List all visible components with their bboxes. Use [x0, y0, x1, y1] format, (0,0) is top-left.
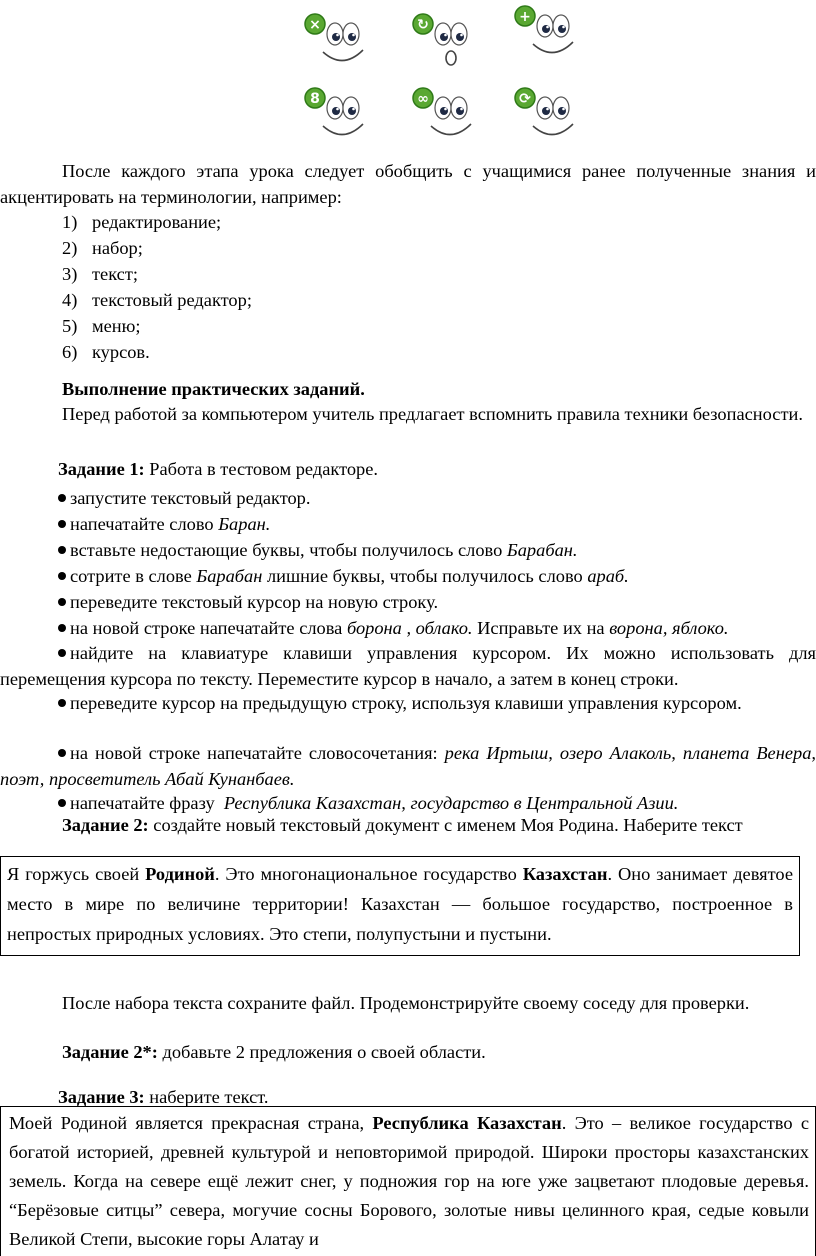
task2-text: создайте новый текстовый документ с именем Моя Родина. Наберите текст: [148, 815, 743, 835]
box-bold: Республика Казахстан: [372, 1113, 562, 1133]
bullet-icon: [58, 494, 66, 502]
box-bold: Родиной: [145, 864, 215, 884]
bullet-icon: [58, 799, 66, 807]
task1-text: Работа в тестовом редакторе.: [144, 459, 379, 479]
eight-icon: [305, 88, 363, 135]
bullet-italic: Баран.: [218, 514, 271, 534]
list-number: 1): [62, 212, 78, 232]
task2-after-text: После набора текста сохраните файл. Продемонстрируйте своему соседу для проверки.: [62, 993, 750, 1013]
svg-text:∞: ∞: [417, 91, 429, 107]
bullet-italic: ворона, яблоко.: [609, 618, 729, 638]
list-text: текст;: [92, 264, 138, 284]
task2-label: Задание 2:: [62, 815, 149, 835]
task2s-label: Задание 2*:: [62, 1042, 158, 1062]
bullet-item: [0, 589, 816, 615]
box-text: . Оно занимает девятое место в мире по величине территории! Казахстан — большое государство, построенное в непростых природных условиях. Это степи, полупустыни и пустыни.: [7, 864, 793, 944]
refresh-icon: [413, 14, 467, 65]
box-text: Я горжусь своей: [7, 864, 146, 884]
box-text: Моей Родиной является прекрасная страна,: [9, 1113, 373, 1133]
bullet-text: переведите курсор на предыдущую строку, используя клавиши управления курсором.: [70, 693, 742, 713]
bullet-icon: [58, 572, 66, 580]
bullet-icon: [58, 699, 66, 707]
multiply-icon: [305, 14, 363, 61]
bullet-italic: Барабан.: [506, 540, 578, 560]
bullet-item: [0, 640, 816, 692]
task1-heading: [0, 456, 816, 482]
list-number: 4): [62, 290, 78, 310]
bullet-icon: [58, 624, 66, 632]
bullet-item: [0, 511, 816, 537]
task1-label: Задание 1:: [58, 459, 145, 479]
task2-after-paragraph: [0, 990, 816, 1016]
bullet-text: напечатайте фразу: [70, 793, 224, 813]
bullet-item: [0, 485, 816, 511]
bullet-icon: [58, 520, 66, 528]
list-number: 5): [62, 316, 78, 336]
smiley-faces-illustration: [295, 0, 585, 152]
list-text: редактирование;: [92, 212, 222, 232]
task3-label: Задание 3:: [58, 1087, 145, 1107]
bullet-italic: Барабан: [196, 566, 263, 586]
task2-heading: [0, 812, 816, 838]
svg-text:⟳: ⟳: [519, 91, 531, 107]
list-text: набор;: [92, 238, 143, 258]
bullet-icon: [58, 546, 66, 554]
svg-text:↻: ↻: [417, 17, 429, 33]
bullet-text: запустите текстовый редактор.: [70, 488, 311, 508]
list-number: 2): [62, 238, 78, 258]
bullet-icon: [58, 598, 66, 606]
svg-text:+: +: [519, 9, 531, 25]
bullet-item: [0, 537, 816, 563]
infinity-icon: [413, 88, 471, 135]
task2-text-box: [0, 856, 800, 956]
task2s-heading: [0, 1039, 816, 1065]
practice-heading-text: Выполнение практических заданий.: [62, 379, 365, 399]
bullet-item: [0, 740, 816, 792]
task3-text: наберите текст.: [144, 1087, 269, 1107]
bullet-icon: [58, 749, 66, 757]
bullet-text: на новой строке напечатайте словосочетания:: [70, 743, 445, 763]
bullet-text: лишние буквы, чтобы получилось слово: [262, 566, 588, 586]
svg-text:8: 8: [310, 91, 320, 107]
task2s-text: добавьте 2 предложения о своей области.: [157, 1042, 486, 1062]
bullet-item: [0, 690, 816, 716]
plus-icon: [515, 6, 573, 53]
box-text: . Это многонациональное государство: [214, 864, 523, 884]
intro-text: После каждого этапа урока следует обобщить с учащимися ранее полученные знания и акцентировать на терминологии, например:: [0, 161, 816, 207]
list-text: меню;: [92, 316, 141, 336]
bullet-text: напечатайте слово: [70, 514, 219, 534]
bullet-text: вставьте недостающие буквы, чтобы получилось слово: [70, 540, 507, 560]
bullet-italic: борона , облако.: [346, 618, 473, 638]
practice-heading: [0, 376, 816, 402]
bullet-text: Исправьте их на: [472, 618, 610, 638]
bullet-text: на новой строке напечатайте слова: [70, 618, 347, 638]
bullet-item: [0, 563, 816, 589]
bullet-text: переведите текстовый курсор на новую строку.: [70, 592, 439, 612]
intro-paragraph: [0, 158, 816, 210]
bullet-italic: река Иртыш, озеро Алаколь, планета Венера, поэт, просветитель Абай Кунанбаев.: [0, 743, 816, 789]
bullet-item: [0, 615, 816, 641]
box-bold: Казахстан: [522, 864, 608, 884]
cycle-icon: [515, 88, 573, 135]
task3-text-box: [0, 1106, 816, 1256]
list-number: 6): [62, 342, 78, 362]
bullet-icon: [58, 649, 66, 657]
practice-paragraph: [0, 401, 816, 427]
list-text: текстовый редактор;: [92, 290, 252, 310]
box-text: . Это – великое государство с богатой историей, древней культурой и неповторимой природой. Широки просторы казахстанских земель. Когда на севере ещё лежит снег, у подножия гор на юге уже зацветают плодовые деревья. “Берёзовые ситцы” севера, могучие сосны Борового, золотые нивы целинного края, седые ковыли Великой Степи, высокие горы Алатау и: [9, 1113, 809, 1249]
bullet-text: найдите на клавиатуре клавиши управления курсором. Их можно использовать для перемещения курсора по тексту. Переместите курсор в начало, а затем в конец строки.: [0, 643, 816, 689]
list-number: 3): [62, 264, 78, 284]
bullet-italic: араб.: [587, 566, 629, 586]
practice-text: Перед работой за компьютером учитель предлагает вспомнить правила техники безопасности.: [62, 404, 803, 424]
bullet-text: сотрите в слове: [70, 566, 197, 586]
list-text: курсов.: [92, 342, 150, 362]
svg-text:×: ×: [309, 17, 321, 33]
bullet-italic: Республика Казахстан, государство в Центральной Азии.: [223, 793, 679, 813]
